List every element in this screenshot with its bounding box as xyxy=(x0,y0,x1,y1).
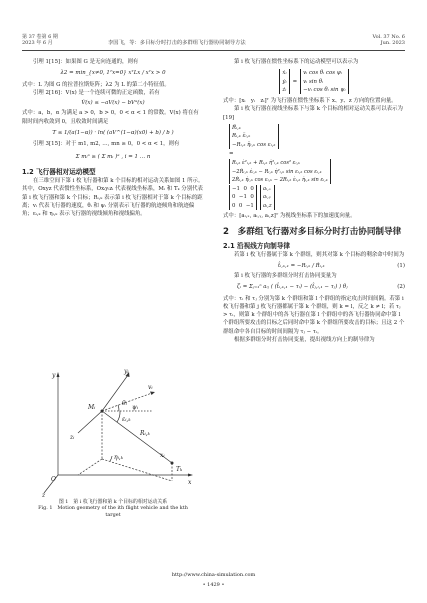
m21: 0 xyxy=(232,194,236,201)
rel-lhs xyxy=(229,124,279,149)
motion-model-intro: 第 i 枚飞行器在惯性坐标系下的运动模型可以表示为 xyxy=(234,59,359,65)
acc-y: aᵢ,ᵧ xyxy=(262,194,271,201)
date-en: Jun. 2023 xyxy=(380,40,405,46)
lemma-2-equation: V̇(x) ≤ −aV(x) − bVᵅ(x) xyxy=(81,100,145,107)
coop-variable-intro: 第 i 枚飞行器的多群组分时打击协同变量为 xyxy=(234,272,337,279)
label-yi: yᵢ xyxy=(124,368,129,375)
lemma-2-time-equation: T ≤ 1/(a(1−α)) · ln( (aV^(1−α)(x0) + b) / b ) xyxy=(52,130,174,137)
rel-rhs xyxy=(229,159,331,184)
matrix-product xyxy=(229,185,405,210)
label-velocity: vᵢ xyxy=(148,384,153,391)
lemma-1-note: 式中：L 为图 G 的拉普拉斯矩阵；λ2 为 L 的第二小特征值。 xyxy=(22,81,170,88)
velocity-lhs xyxy=(279,69,289,94)
axis-x-arrow xyxy=(188,474,193,477)
rel-rhs-2: −2Ṙᵢ,ₖ ε̇ᵢ,ₖ − Rᵢ,ₖ η̇²ᵢ,ₖ sin εᵢ,ₖ cos εᵢ,ₖ xyxy=(232,168,322,175)
rel-rhs-3: 2Ṙᵢ,ₖ η̇ᵢ,ₖ cos εᵢ,ₖ − 2Rᵢ,ₖ ε̇ᵢ,ₖ η̇ᵢ,ₖ sin εᵢ,ₖ xyxy=(232,176,328,183)
relative-motion-equation xyxy=(229,124,405,210)
equation-2-body: ζᵢ = Σⱼ₌₁ⁿ aᵢⱼ ( (t̂ᵢ,ₖ,₁ − τᵢ) − (t̂ⱼ,ₗ,₁ − τⱼ) ) θⱼ xyxy=(237,284,348,291)
velocity-rhs xyxy=(300,69,348,94)
m11: −1 xyxy=(232,186,240,193)
equation-2 xyxy=(223,283,405,291)
lemma-2-note: 式中：a，b，α 为满足 a > 0，b > 0，0 < α < 1 的常数。V(x) 将在有限时间内收敛到 0，且收敛时间满足 xyxy=(22,110,199,125)
volume-cn: 第 37 卷第 6 期 xyxy=(22,34,58,40)
vel-lhs-x: ẋᵢ xyxy=(282,70,287,77)
angle-arc-theta xyxy=(118,405,119,411)
angle-arc-eps xyxy=(117,411,120,422)
axis-y-arrow xyxy=(57,372,60,377)
vel-rhs-z: −vᵢ cos θᵢ sin ψᵢ xyxy=(303,86,346,93)
rel-lhs-3: −Rᵢ,ₖ η̈ᵢ,ₖ cos εᵢ,ₖ xyxy=(232,141,276,148)
label-x: x xyxy=(188,479,192,486)
label-theta: θᵢ xyxy=(122,400,127,407)
header-rule xyxy=(22,50,405,51)
acc-x: aᵢ,ₓ xyxy=(262,186,271,193)
vel-lhs-y: ẏᵢ xyxy=(282,78,287,85)
ground-projection xyxy=(102,459,172,481)
rel-rhs-1: Rᵢ,ₖ ε̇²ᵢ,ₖ + Rᵢ,ₖ η̇²ᵢ,ₖ cos² εᵢ,ₖ xyxy=(232,160,301,167)
projection-to-x xyxy=(78,459,102,475)
volume-en: Vol. 37 No. 6 xyxy=(372,34,405,40)
figure-1-caption-cn: 图 1 第 i 枚飞行器和第 k 个目标的相对运动关系 xyxy=(58,499,168,505)
vel-rhs-y: vᵢ sin θᵢ xyxy=(303,78,324,85)
journal-issue-en xyxy=(372,34,405,46)
velocity-equation xyxy=(223,69,405,94)
guidance-law-intro: 根据多群组分时打击协同变量，提出视线方向上的制导律为 xyxy=(234,337,375,344)
figure-1-caption xyxy=(22,499,204,518)
figure-1-caption-en-2: target xyxy=(105,511,121,518)
relative-motion-intro: 第 i 枚飞行器在视线坐标系下与第 k 个目标的相对运动关系可以表示为[19] xyxy=(223,106,403,121)
label-eps: εᵢ,ₖ xyxy=(122,416,131,423)
equals-sign-2: = xyxy=(229,150,234,157)
journal-issue-cn xyxy=(22,34,58,46)
label-target: Tₖ xyxy=(176,466,183,473)
vel-rhs-x: vᵢ cos θᵢ cos ψᵢ xyxy=(303,70,343,77)
time-to-go-intro: 若第 i 枚飞行器属于第 k 个群组，则其对第 k 个目标的剩余命中时间为 xyxy=(234,252,405,259)
velocity-arrow xyxy=(150,392,155,396)
m13: 0 xyxy=(250,186,254,193)
label-missile: Mᵢ xyxy=(88,404,96,411)
lemma-1-equation: λ2 = min_{x≠0, 1ᵀx=0} xᵀLx / xᵀx > 0 xyxy=(60,70,166,77)
equation-1-number: (1) xyxy=(397,262,405,269)
equation-2-number: (2) xyxy=(397,284,405,291)
m33: −1 xyxy=(245,202,254,209)
figure-1-caption-en: Fig. 1 Motion geometry of the ith flight vehicle and the kth xyxy=(38,505,188,512)
velocity-vector xyxy=(102,393,152,411)
label-range: Rᵢ,ₖ xyxy=(140,430,150,437)
rel-lhs-1: R̈ᵢ,ₖ xyxy=(232,125,241,132)
footer-url: http://www.china-simulation.com xyxy=(171,572,256,578)
axis-zi xyxy=(78,411,102,433)
m31: 0 xyxy=(232,202,236,209)
label-zi: zᵢ xyxy=(70,434,75,441)
label-z: z xyxy=(42,492,46,498)
neg-identity-matrix xyxy=(229,185,257,210)
label-origin: O xyxy=(51,476,56,483)
lemma-3-equation: Σ mᵢᵅ ≥ ( Σ mᵢ )ᵅ , i = 1 … n xyxy=(75,153,151,160)
section-2-1-title: 2.1 沿视线方向制导律 xyxy=(223,242,290,251)
m12: 0 xyxy=(243,186,247,193)
section-1-2-title: 1.2 飞行器相对运动模型 xyxy=(22,167,96,176)
position-vector-note: 式中：[xᵢ yᵢ zᵢ]ᵀ 为飞行器在惯性坐标系下 x、y、z 方向的位置向量。 xyxy=(223,98,397,105)
lemma-1: 引理 1[15]：如果图 G 是无向连通的，则有 xyxy=(33,59,139,65)
acc-z: aᵢ,z xyxy=(262,202,272,209)
section-2-title: 2 多群组飞行器对多目标分时打击协同制导律 xyxy=(223,227,402,238)
angle-arc-eta xyxy=(110,456,112,461)
date-cn: 2023 年 6 月 xyxy=(22,40,53,46)
lemma-3: 引理 3[15]：对于 m1, m2, …, mn ≥ 0，0 < α < 1，则有 xyxy=(33,141,180,148)
rel-lhs-2: Rᵢ,ₖ ε̈ᵢ,ₖ xyxy=(232,133,251,140)
m23: 0 xyxy=(250,194,254,201)
label-psi: ψᵢ xyxy=(132,404,138,411)
m22: −1 xyxy=(238,194,247,201)
label-eta: ηᵢ,ₖ xyxy=(114,454,123,461)
label-y: y xyxy=(52,372,56,379)
left-column xyxy=(22,58,204,218)
section-1-2-paragraph: 在三维空间下第 i 枚飞行器和第 k 个目标的相对运动关系如图 1 所示。其中，Oxyz 代表惯性坐标系，Oxᵢyᵢzᵢ 代表视线坐标系，Mᵢ 和 Tₖ 分别代表第 i 枚飞行器和第 k 个目标；Rᵢ,ₖ 表示第 i 枚飞行器相对于第 k 个目标的距离；vᵢ 代表飞行器的速度，θᵢ 和 ψᵢ 分别表示飞行器的航迹倾角和航迹偏角；εᵢ,ₖ 和 ηᵢ,ₖ 表示飞行器的视线倾角和视线偏角。 xyxy=(22,177,204,218)
page-number: • 1429 • xyxy=(202,582,225,588)
missile-point xyxy=(101,410,104,413)
target-point xyxy=(171,462,174,465)
equation-1-body: t̂ᵢ,ₖ,₁ = −Rᵢ,ₖ / Ṙᵢ,ₖ xyxy=(278,262,325,269)
equals-sign: = xyxy=(292,78,298,85)
equation-1 xyxy=(223,262,405,270)
lemma-2: 引理 2[16]：V(x) 是一个连续可微的正定函数，若有 xyxy=(33,89,160,96)
label-xi: xᵢ xyxy=(160,452,165,459)
acceleration-note: 式中：[aᵢ,ₓ, aᵢ,ᵧ, aᵢ,z]ᵀ 为视线坐标系下的加速度向量。 xyxy=(223,213,356,220)
right-column xyxy=(223,58,405,344)
running-title: 李国飞，等：多目标分时打击的多群组飞行器协同制导方法 xyxy=(108,40,246,46)
m32: 0 xyxy=(238,202,243,209)
equation-2-explanation: 式中：τᵢ 和 τⱼ 分别为第 k 个群组和第 l 个群组的指定攻击时间间隔。若第 i 枚飞行器和第 j 枚飞行器都属于第 k 个群组，则 k = l，反之 k ≠ l；若 τⱼ > τᵢ，则第 k 个群组中的各飞行器在第 l 个群组中的各飞行器协同命中第 l 个群组所要攻击的目标之后同时命中第 k 个群组所要攻击的目标；且这 2 个群组命中各自目标的时间间隔为 τⱼ − τᵢ。 xyxy=(223,295,405,335)
acceleration-vector xyxy=(260,185,275,210)
vel-lhs-z: żᵢ xyxy=(282,86,287,93)
figure-1-diagram xyxy=(40,363,200,498)
